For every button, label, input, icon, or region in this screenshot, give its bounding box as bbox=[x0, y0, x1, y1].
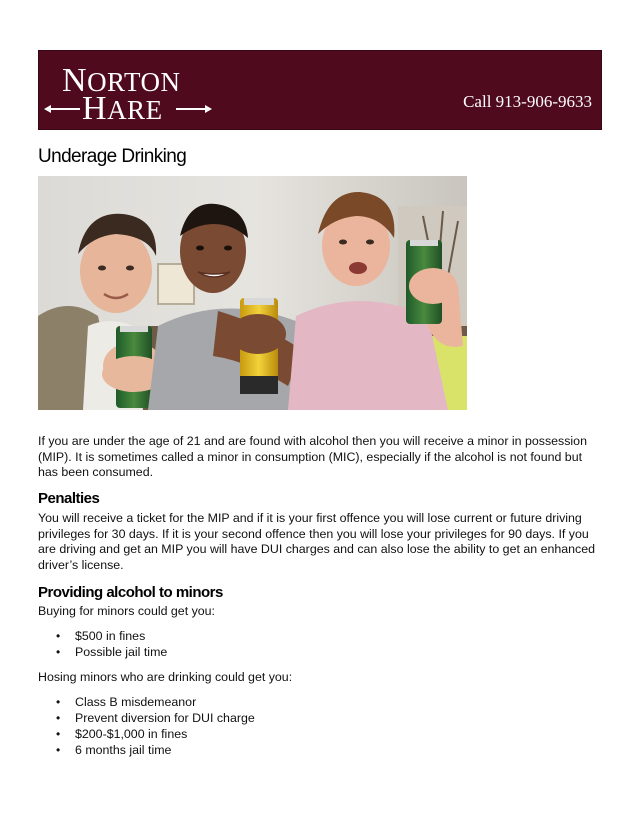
logo-line-hare: HARE bbox=[82, 90, 163, 127]
teens-drinking-photo bbox=[38, 176, 467, 410]
logo-arrow-right-icon bbox=[176, 108, 206, 110]
list-item: • 6 months jail time bbox=[56, 742, 255, 758]
phone-number[interactable]: Call 913-906-9633 bbox=[463, 92, 592, 111]
list-item: • $500 in fines bbox=[56, 628, 167, 644]
providing-heading: Providing alcohol to minors bbox=[38, 584, 223, 601]
list-item: • Prevent diversion for DUI charge bbox=[56, 710, 255, 726]
hosting-list bbox=[56, 694, 255, 758]
hosting-intro: Hosing minors who are drinking could get you: bbox=[38, 670, 293, 684]
logo-arrow-left-icon bbox=[50, 108, 80, 110]
penalties-heading: Penalties bbox=[38, 490, 100, 507]
norton-hare-logo[interactable] bbox=[50, 60, 210, 127]
header-banner bbox=[38, 50, 602, 130]
list-item: • Possible jail time bbox=[56, 644, 167, 660]
intro-paragraph: If you are under the age of 21 and are found with alcohol then you will receive a minor in possession (MIP). It is sometimes called a minor in consumption (MIC), especially if the alcohol is not found but has been consumed. bbox=[38, 434, 587, 479]
list-item: • Class B misdemeanor bbox=[56, 694, 255, 710]
logo-line-norton: NORTON bbox=[62, 62, 181, 99]
list-item: • $200-$1,000 in fines bbox=[56, 726, 255, 742]
page-title: Underage Drinking bbox=[38, 146, 187, 167]
buying-list bbox=[56, 628, 167, 660]
buying-intro: Buying for minors could get you: bbox=[38, 604, 216, 618]
penalties-paragraph: You will receive a ticket for the MIP and if it is your first offence you will lose current or future driving privileges for 30 days. If it is your second offence then you will lose your privileges for 90 days. If you are driving and get an MIP you will have DUI charges and can also lose the ability to get an enhanced driver’s license. bbox=[38, 511, 596, 572]
